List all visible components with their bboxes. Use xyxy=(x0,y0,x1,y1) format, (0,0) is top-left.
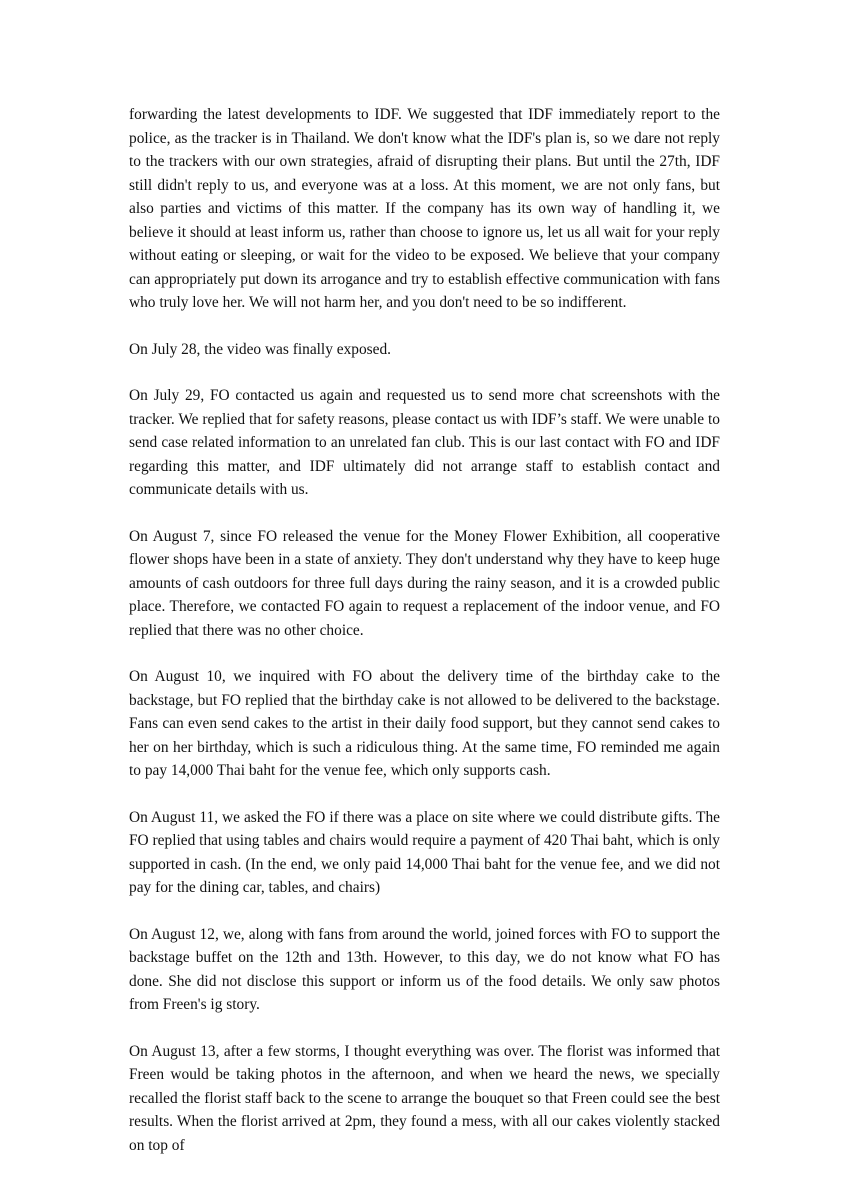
paragraph-5: On August 10, we inquired with FO about the delivery time of the birthday cake to the backstage, but FO replied that the birthday cake is not allowed to be delivered to the backstage. Fans can even send cakes to the artist in their daily food support, but they cannot send cakes to her on her birthday, which is such a ridiculous thing. At the same time, FO reminded me again to pay 14,000 Thai baht for the venue fee, which only supports cash. xyxy=(129,668,720,779)
paragraph-2: On July 28, the video was finally exposed. xyxy=(129,340,392,358)
paragraph-7: On August 12, we, along with fans from around the world, joined forces with FO to support the backstage buffet on the 12th and 13th. However, to this day, we do not know what FO has done. She did not disclose this support or inform us of the food details. We only saw photos from Freen's ig story. xyxy=(129,925,720,1013)
document-page xyxy=(129,103,720,1157)
paragraph-6: On August 11, we asked the FO if there was a place on site where we could distribute gifts. The FO replied that using tables and chairs would require a payment of 420 Thai baht, which is only supported in cash. (In the end, we only paid 14,000 Thai baht for the venue fee, and we did not pay for the dining car, tables, and chairs) xyxy=(129,808,720,896)
paragraph-4: On August 7, since FO released the venue for the Money Flower Exhibition, all cooperative flower shops have been in a state of anxiety. They don't understand why they have to keep huge amounts of cash outdoors for three full days during the rainy season, and it is a crowded public place. Therefore, we contacted FO again to request a replacement of the indoor venue, and FO replied that there was no other choice. xyxy=(129,527,720,639)
paragraph-1: forwarding the latest developments to IDF. We suggested that IDF immediately report to the police, as the tracker is in Thailand. We don't know what the IDF's plan is, so we dare not reply to the trackers with our own strategies, afraid of disrupting their plans. But until the 27th, IDF still didn't reply to us, and everyone was at a loss. At this moment, we are not only fans, but also parties and victims of this matter. If the company has its own way of handling it, we believe it should at least inform us, rather than choose to ignore us, let us all wait for your reply without eating or sleeping, or wait for the video to be exposed. We believe that your company can appropriately put down its arrogance and try to establish effective communication with fans who truly love her. We will not harm her, and you don't need to be so indifferent. xyxy=(129,106,720,311)
paragraph-3: On July 29, FO contacted us again and requested us to send more chat screenshots with the tracker. We replied that for safety reasons, please contact us with IDF’s staff. We were unable to send case related information to an unrelated fan club. This is our last contact with FO and IDF regarding this matter, and IDF ultimately did not arrange staff to establish contact and communicate details with us. xyxy=(129,387,720,498)
paragraph-8: On August 13, after a few storms, I thought everything was over. The florist was informed that Freen would be taking photos in the afternoon, and when we heard the news, we specially recalled the florist staff back to the scene to arrange the bouquet so that Freen could see the best results. When the florist arrived at 2pm, they found a mess, with all our cakes violently stacked on top of xyxy=(129,1042,720,1154)
